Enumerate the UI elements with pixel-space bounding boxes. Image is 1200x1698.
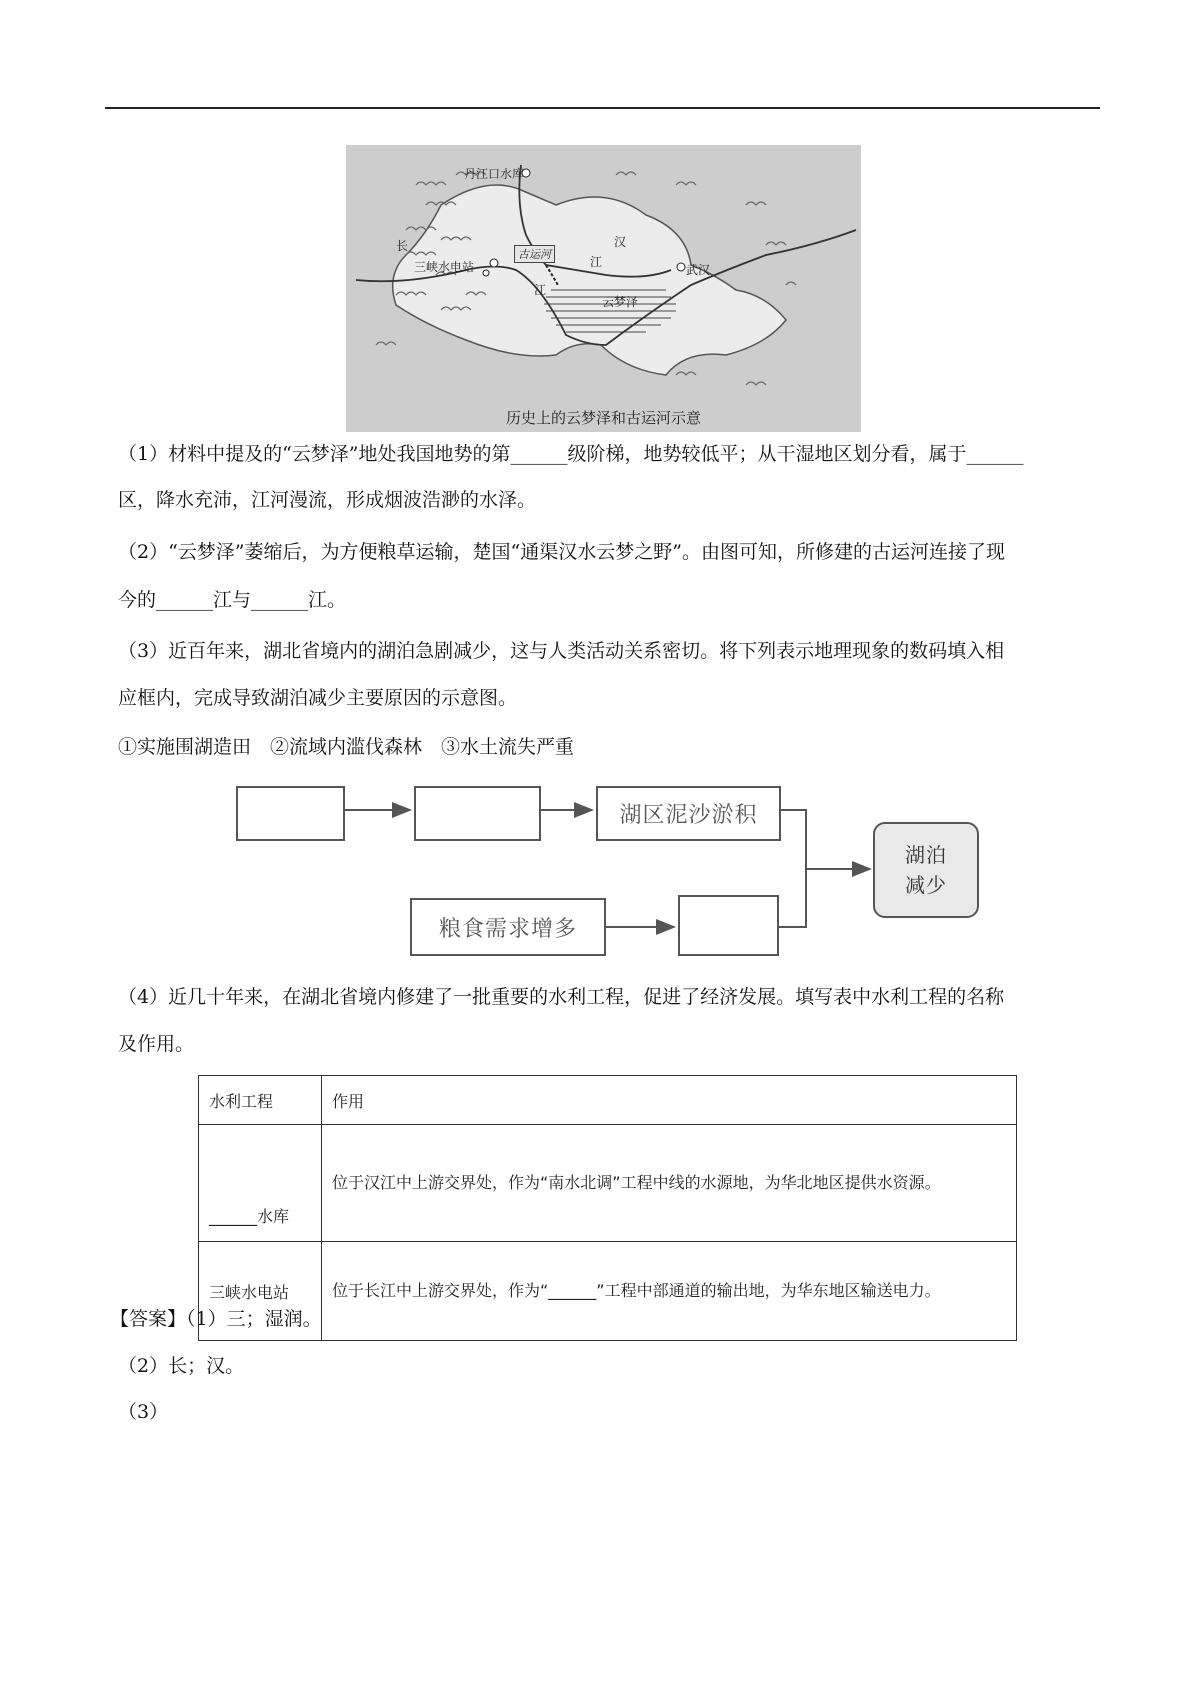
project-three-gorges: 三峡水电站 <box>199 1242 322 1341</box>
question-4-line-2: 及作用。 <box>118 1033 195 1055</box>
question-2-line-2: 今的______江与______江。 <box>118 589 347 611</box>
label-jiang: 江 <box>534 283 547 297</box>
table-header-row <box>199 1076 1017 1125</box>
flow-box-blank-2[interactable] <box>414 786 541 841</box>
effect-three-gorges[interactable]: 位于长江中上游交界处，作为“______”工程中部通道的输出地，为华东地区输送电力。 <box>332 1281 941 1300</box>
label-jiang-2: 江 <box>590 255 603 269</box>
label-han: 汉 <box>614 235 627 249</box>
label-wuhan: 武汉 <box>686 263 711 277</box>
answer-3: （3） <box>118 1401 169 1423</box>
flow-box-lake-decrease <box>873 822 979 918</box>
header-project: 水利工程 <box>199 1076 322 1125</box>
label-sanxia: 三峡水电站 <box>414 260 475 274</box>
label-danjiangkou: 丹江口水库 <box>464 167 525 181</box>
question-4-line-1: （4）近几十年来，在湖北省境内修建了一批重要的水利工程，促进了经济发展。填写表中水利工程的名称 <box>118 986 1005 1008</box>
project-reservoir[interactable]: ______水库 <box>199 1125 322 1242</box>
question-3-line-1: （3）近百年来，湖北省境内的湖泊急剧减少，这与人类活动关系密切。将下列表示地理现象的数码填入相 <box>118 640 1005 662</box>
map-caption: 历史上的云梦泽和古运河示意 <box>505 409 701 427</box>
question-1-line-2: 区，降水充沛，江河漫流，形成烟波浩渺的水泽。 <box>118 489 537 511</box>
answer-2: （2）长；汉。 <box>118 1355 245 1377</box>
question-3-line-2: 应框内，完成导致湖泊减少主要原因的示意图。 <box>118 687 518 709</box>
label-chang: 长 <box>396 239 409 253</box>
table-row <box>199 1125 1017 1242</box>
water-projects-table <box>198 1075 1017 1341</box>
question-3-options: ①实施围湖造田 ②流域内滥伐森林 ③水土流失严重 <box>118 736 575 758</box>
question-1-line-1: （1）材料中提及的“云梦泽”地处我国地势的第______级阶梯，地势较低平；从干湿地区划分看，属于______ <box>118 443 1024 465</box>
label-yunmengze: 云梦泽 <box>602 295 639 309</box>
flow-box-food-demand: 粮食需求增多 <box>410 898 606 956</box>
flow-box-blank-1[interactable] <box>236 786 345 841</box>
flow-box-sediment: 湖区泥沙淤积 <box>596 786 781 841</box>
effect-reservoir: 位于汉江中上游交界处，作为“南水北调”工程中线的水源地，为华北地区提供水资源。 <box>332 1173 941 1192</box>
lake-decrease-line-1: 湖泊 <box>905 843 947 867</box>
header-effect: 作用 <box>322 1076 1017 1125</box>
label-ancient-canal: 古运河 <box>514 245 555 263</box>
flow-box-blank-3[interactable] <box>678 895 779 956</box>
answer-1: 【答案】（1）三；湿润。 <box>110 1308 322 1330</box>
lake-decrease-line-2: 减少 <box>905 873 947 897</box>
question-2-line-1: （2）“云梦泽”萎缩后，为方便粮草运输，楚国“通渠汉水云梦之野”。由图可知，所修建的古运河连接了现 <box>118 541 1005 563</box>
